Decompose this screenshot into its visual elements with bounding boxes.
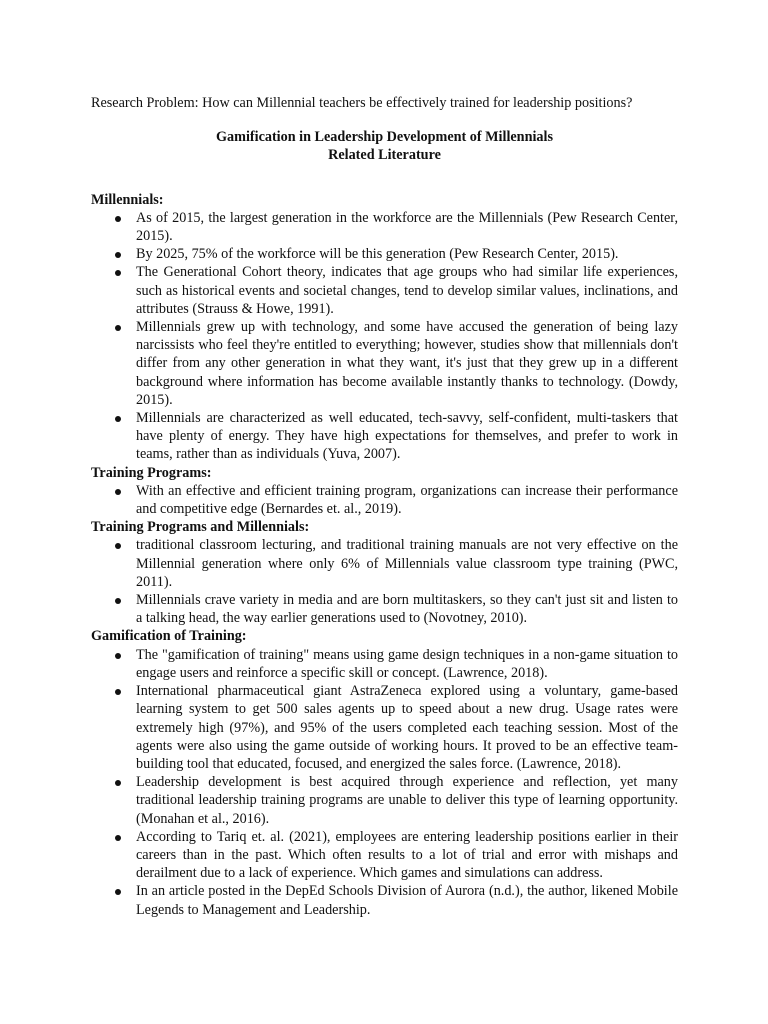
list-item-text: According to Tariq et. al. (2021), employees are entering leadership positions earlier in their careers than in the past. Which often results to a lot of trial and error with mishaps and derailment due to a lack of experience. Which games and simulations can address. (136, 828, 678, 882)
bullet-icon (115, 889, 121, 895)
bullet-list (91, 209, 678, 464)
list-item (91, 591, 678, 627)
list-item-text: Leadership development is best acquired through experience and reflection, yet many traditional leadership training programs are unable to deliver this type of learning opportunity. (Monahan et al., 2016). (136, 774, 678, 827)
list-item (91, 209, 678, 245)
list-item (91, 409, 678, 464)
list-item-text: Millennials crave variety in media and are born multitaskers, so they can't just sit and listen to a talking head, the way earlier generations used to (Novotney, 2010). (136, 592, 678, 627)
section-heading: Gamification of Training: (91, 628, 247, 645)
bullet-list (91, 536, 678, 627)
bullet-list (91, 482, 678, 518)
list-item-text: Millennials are characterized as well educated, tech-savvy, self-confident, multi-taskers that have plenty of energy. They have high expectations for themselves, and prefer to work in teams, rather than as individuals (Yuva, 2007). (136, 410, 678, 463)
list-item-text: The "gamification of training" means using game design techniques in a non-game situation to engage users and reinforce a specific skill or concept. (Lawrence, 2018). (136, 646, 678, 681)
list-item-text: In an article posted in the DepEd Schools Division of Aurora (n.d.), the author, likened Mobile Legends to Management and Leadership. (136, 883, 678, 918)
document-title: Gamification in Leadership Development of Millennials (216, 129, 553, 146)
section-heading: Training Programs and Millennials: (91, 519, 310, 536)
bullet-icon (115, 489, 121, 495)
bullet-icon (115, 543, 121, 549)
bullet-icon (115, 835, 121, 841)
document-subtitle: Related Literature (328, 147, 441, 164)
list-item (91, 882, 678, 918)
bullet-icon (115, 780, 121, 786)
bullet-icon (115, 216, 121, 222)
bullet-icon (115, 653, 121, 659)
bullet-icon (115, 689, 121, 695)
list-item-text: As of 2015, the largest generation in the workforce are the Millennials (Pew Research Center, 2015). (136, 209, 678, 245)
list-item (91, 245, 678, 263)
bullet-icon (115, 416, 121, 422)
literature-sections (91, 191, 678, 919)
bullet-icon (115, 270, 121, 276)
list-item-text: With an effective and efficient training program, organizations can increase their performance and competitive edge (Bernardes et. al., 2019). (136, 482, 678, 518)
list-item (91, 646, 678, 682)
bullet-icon (115, 325, 121, 331)
list-item-text: By 2025, 75% of the workforce will be this generation (Pew Research Center, 2015). (136, 246, 619, 263)
research-problem: Research Problem: How can Millennial teachers be effectively trained for leadership positions? (91, 95, 633, 111)
list-item (91, 263, 678, 318)
list-item (91, 536, 678, 591)
list-item (91, 482, 678, 518)
list-item-text: Millennials grew up with technology, and some have accused the generation of being lazy narcissists who feel they're entitled to everything; however, studies show that millennials don't differ from any other generation in what they want, it's just that they grew up in a different background where information has become available instantly thanks to technology. (Dowdy, 2015). (136, 319, 678, 408)
bullet-icon (115, 252, 121, 258)
bullet-list (91, 646, 678, 919)
list-item (91, 773, 678, 828)
list-item (91, 828, 678, 883)
list-item-text: The Generational Cohort theory, indicates that age groups who had similar life experiences, such as historical events and societal changes, tend to develop similar values, inclinations, and attributes (Strauss & Howe, 1991). (136, 264, 678, 317)
bullet-icon (115, 598, 121, 604)
list-item-text: traditional classroom lecturing, and traditional training manuals are not very effective on the Millennial generation where only 6% of Millennials value classroom type training (PWC, 2011). (136, 537, 678, 590)
section-heading: Training Programs: (91, 464, 212, 481)
list-item-text: International pharmaceutical giant AstraZeneca explored using a voluntary, game-based learning system to get 500 sales agents up to speed about a new drug. Usage rates were extremely high (97%), and 95% of the users completed each teaching session. Most of the agents were also using the game outside of working hours. It proved to be an effective team-building tool that educated, focused, and energized the sales force. (Lawrence, 2018). (136, 683, 678, 772)
section-heading: Millennials: (91, 191, 164, 208)
list-item (91, 682, 678, 773)
list-item (91, 318, 678, 409)
document-page (91, 94, 678, 919)
